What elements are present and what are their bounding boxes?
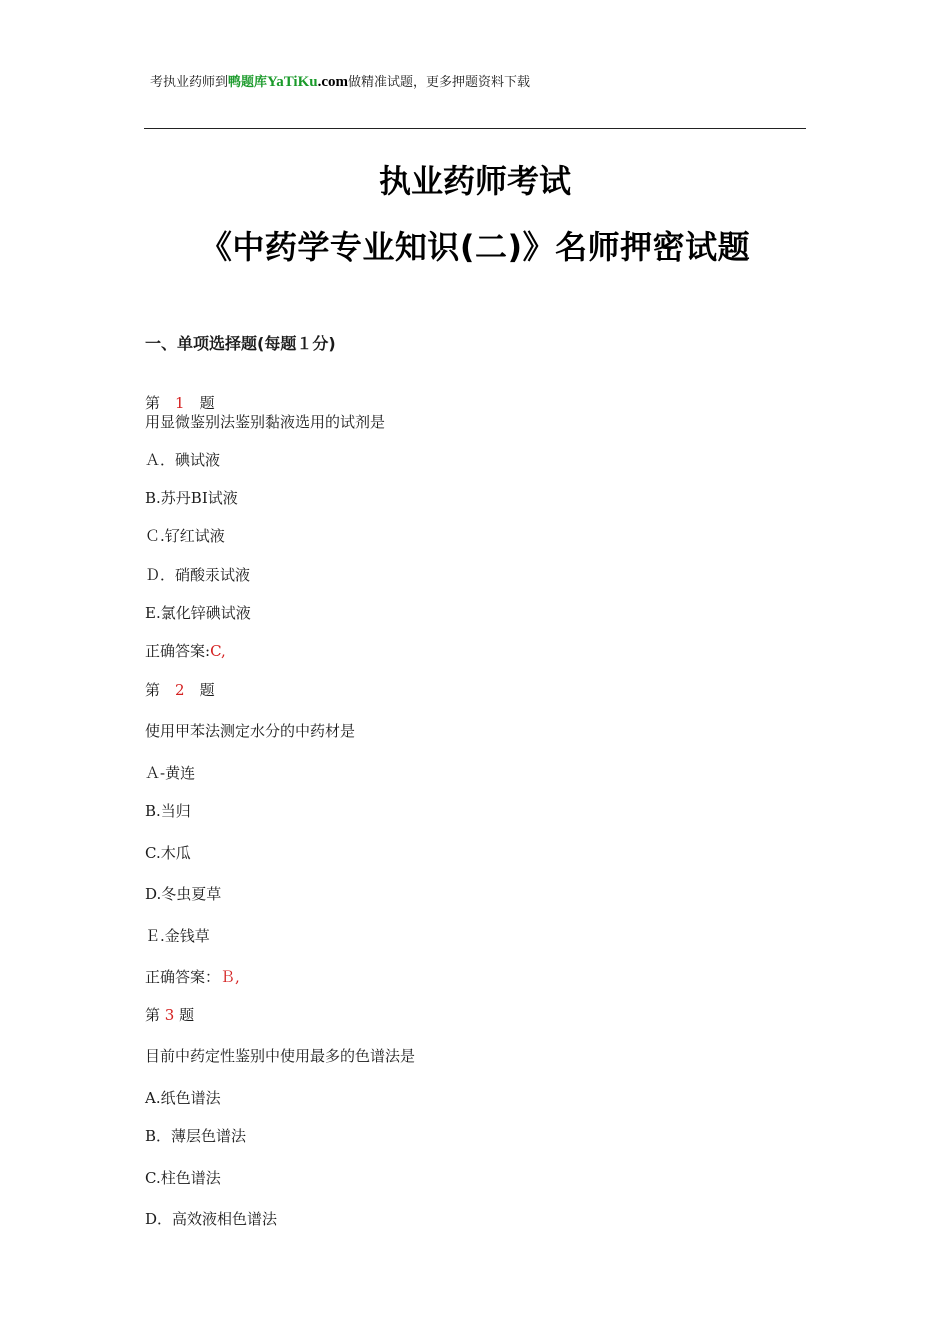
question-label-suffix: 题: [184, 681, 215, 699]
question-3-option-a: A.纸色谱法: [145, 1089, 221, 1107]
header-suffix: 做精准试题，更多押题资料下载: [348, 75, 531, 90]
question-2-option-b: B.当归: [145, 802, 191, 820]
question-label-suffix: 题: [184, 394, 215, 412]
question-number: 2: [175, 681, 185, 699]
question-2-label: [145, 680, 215, 700]
question-1-option-c: Ｃ.钌红试液: [145, 527, 225, 545]
question-3-option-c: C.柱色谱法: [145, 1169, 221, 1187]
answer-value: C,: [210, 642, 226, 660]
question-3-option-b: B．薄层色谱法: [145, 1127, 247, 1145]
document-title: 执业药师考试: [378, 162, 571, 200]
question-1-option-d: Ｄ．硝酸汞试液: [145, 566, 251, 584]
header-brand-tld: .com: [317, 74, 349, 90]
question-2-option-e: Ｅ.金钱草: [145, 927, 210, 945]
question-3-stem: 目前中药定性鉴别中使用最多的色谱法是: [145, 1047, 416, 1065]
question-1-option-e: E.氯化锌碘试液: [145, 604, 251, 622]
header-brand-en: YaTiKu: [267, 74, 318, 90]
page-header: [150, 71, 530, 91]
question-1-answer: [145, 641, 226, 661]
header-divider: [144, 128, 806, 129]
document-subtitle: 《中药学专业知识(二)》名师押密试题: [199, 228, 751, 266]
header-brand-cn: 鸭题库: [228, 75, 268, 90]
question-3-option-d: D．高效液相色谱法: [145, 1210, 278, 1228]
question-2-option-d: D.冬虫夏草: [145, 885, 222, 903]
answer-label: 正确答案:: [145, 642, 211, 660]
question-label-suffix: 题: [174, 1006, 195, 1024]
question-2-stem: 使用甲苯法测定水分的中药材是: [145, 722, 356, 740]
header-prefix: 考执业药师到: [150, 75, 229, 90]
question-label-prefix: 第: [145, 1006, 165, 1024]
question-1-label: [145, 393, 215, 413]
question-label-prefix: 第: [145, 681, 176, 699]
question-1-stem: 用显微鉴别法鉴别黏液选用的试剂是: [145, 413, 386, 431]
answer-label: 正确答案：: [145, 968, 221, 986]
question-label-prefix: 第: [145, 394, 176, 412]
section-title: 一、单项选择题(每题１分): [145, 334, 336, 353]
question-2-option-a: Ａ-黄连: [145, 764, 196, 782]
answer-value: Ｂ,: [220, 968, 240, 986]
question-1-option-b: B.苏丹BI试液: [145, 489, 238, 507]
question-2-answer: [145, 967, 240, 987]
question-number: 1: [175, 394, 185, 412]
question-number: 3: [164, 1006, 175, 1024]
question-2-option-c: C.木瓜: [145, 844, 191, 862]
question-3-label: [145, 1005, 194, 1025]
question-1-option-a: Ａ．碘试液: [145, 451, 221, 469]
